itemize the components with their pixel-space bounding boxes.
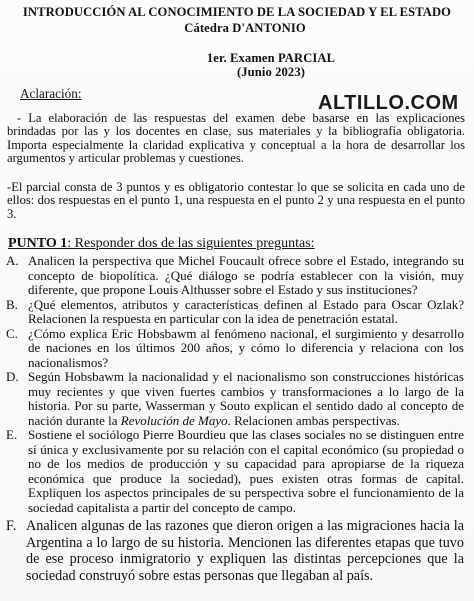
question-item bbox=[4, 518, 464, 584]
question-letter: A. bbox=[6, 253, 19, 268]
question-text: Analicen algunas de las razones que dieron origen a las migraciones hacia la Argentina a lo largo de su historia. Mencionen las diferentes etapas que tuvo de ese proceso inmigratorio y expliquen las distintas percepciones que la sociedad construyó sobre estas personas que llegaban al país. bbox=[26, 518, 464, 584]
question-letter: C. bbox=[6, 325, 18, 341]
question-text: ¿Cómo explica Eric Hobsbawm al fenómeno nacional, el surgimiento y desarrollo de naciones en los últimos 200 años, y cómo lo diferencia y relaciona con los nacionalismos? bbox=[28, 325, 464, 370]
section-instruction: : Responder dos de las siguientes preguntas: bbox=[67, 236, 315, 251]
watermark-logo: ALTILLO.COM bbox=[318, 92, 459, 114]
question-item bbox=[4, 370, 464, 428]
clarification-paragraph-1: - La elaboración de las respuestas del examen debe basarse en las explicaciones brindadas por las y los docentes en clase, sus materiales y la bibliografía obligatoria. Importa especialmente la claridad explicativa y conceptual a la hora de desarrollar los argumentos y articular problemas y cuestiones. bbox=[7, 111, 465, 166]
section-heading bbox=[8, 236, 315, 252]
question-list bbox=[4, 254, 464, 584]
question-item bbox=[4, 298, 464, 327]
course-title: INTRODUCCIÓN AL CONOCIMIENTO DE LA SOCIEDAD Y EL ESTADO bbox=[22, 5, 452, 19]
question-text-emphasis: Revolución de Mayo bbox=[120, 412, 228, 428]
question-text: Sostiene el sociólogo Pierre Bourdieu que las clases sociales no se distinguen entre sí única y exclusivamente por su relación con el capital económico (su propiedad o no de los medios de producción y su capacidad para apropiarse de la riqueza económica que produce la sociedad), pues existen otras formas de capital. Expliquen los aspectos principales de su perspectiva sobre el funcionamiento de la sociedad capitalista a partir del concepto de campo. bbox=[28, 427, 464, 515]
exam-title: 1er. Examen PARCIAL bbox=[206, 51, 336, 65]
question-item bbox=[4, 254, 464, 298]
clarification-paragraph-2: -El parcial consta de 3 puntos y es obligatorio contestar lo que se solicita en cada uno de ellos: dos respuestas en el punto 1, una respuesta en el punto 2 y una respuesta en el punto 3. bbox=[7, 180, 465, 221]
question-text bbox=[28, 370, 464, 428]
question-text: Analicen la perspectiva que Michel Foucault ofrece sobre el Estado, integrando su concepto de biopolítica. ¿Qué diálogo se podría establecer con la visión, muy diferente, que propone Louis Althusser sobre el Estado y sus instituciones? bbox=[28, 253, 464, 297]
question-text-part: . Relacionen ambas perspectivas. bbox=[227, 412, 400, 428]
question-item bbox=[4, 428, 464, 515]
question-letter: F. bbox=[6, 518, 17, 534]
chair-name: Cátedra D'ANTONIO bbox=[184, 21, 306, 35]
section-label: PUNTO 1 bbox=[8, 236, 68, 251]
question-text-part: Según Hobsbawm la nacionalidad y el nacionalismo son construcciones históricas muy recientes y que viven fuertes cambios y transformaciones a lo largo de la historia. Por su parte, Wasserman y Souto explican el sentido dado al concepto de nación durante la bbox=[28, 369, 464, 428]
question-letter: D. bbox=[6, 369, 19, 384]
question-item bbox=[4, 327, 464, 371]
exam-date: (Junio 2023) bbox=[236, 65, 306, 79]
question-text: ¿Qué elementos, atributos y características definen al Estado para Oscar Ozlak? Relacionen la respuesta en particular con la idea de penetración estatal. bbox=[28, 296, 464, 326]
question-letter: B. bbox=[6, 296, 18, 312]
clarification-heading: Aclaración: bbox=[20, 86, 82, 101]
question-letter: E. bbox=[6, 427, 18, 442]
